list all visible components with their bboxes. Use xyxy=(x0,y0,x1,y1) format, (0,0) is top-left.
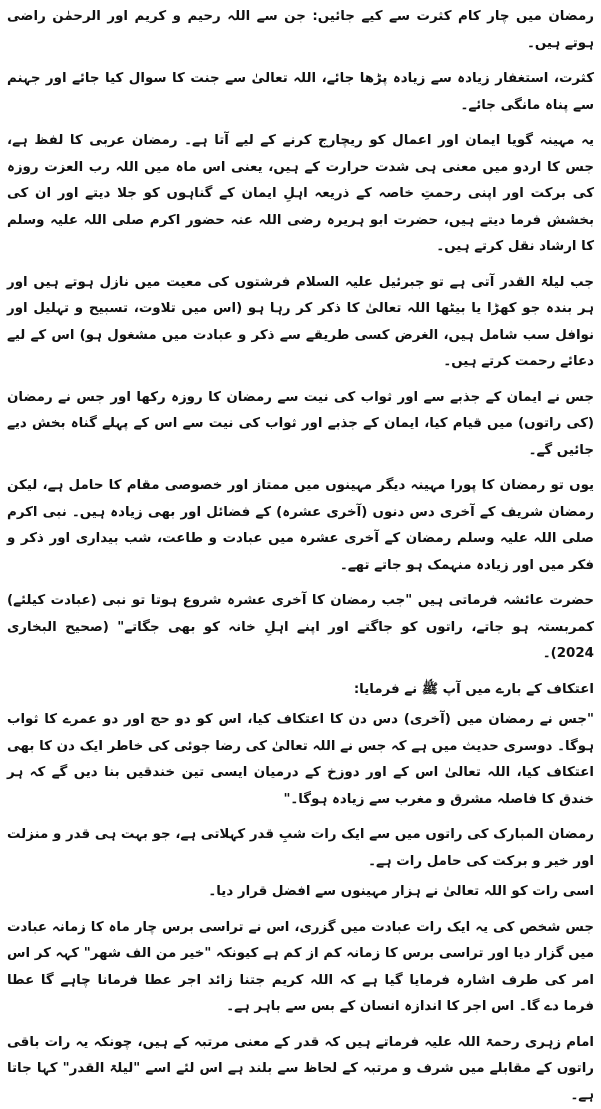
paragraph-last-ten-days: یوں تو رمضان کا پورا مہینہ دیگر مہینوں میں ممتاز اور خصوصی مقام کا حامل ہے، لیکن رمضان شریف کے آخری دس دنوں (آخری عشرہ) کے فضائل اور بھی زیادہ ہیں۔ نبی اکرم صلی اللہ علیہ وسلم رمضان کے آخری عشرہ میں عبادت و طاعت، شب بیداری اور ذکر و فکر میں اور زیادہ منہمک ہو جاتے تھے۔ xyxy=(7,473,594,579)
paragraph-fasting-forgiveness: جس نے ایمان کے جذبے سے اور ثواب کی نیت سے رمضان کا روزہ رکھا اور جس نے رمضان (کی راتوں) میں قیام کیا، ایمان کے جذبے اور ثواب کی نیت سے اس کے پہلے گناہ بخش دیے جائیں گے۔ xyxy=(7,385,594,465)
paragraph-aisha-narration: حضرت عائشہ فرماتی ہیں "جب رمضان کا آخری عشرہ شروع ہوتا تو نبی (عبادت کیلئے) کمربستہ ہو جاتے، راتوں کو جاگتے اور اپنے اہلِ خانہ کو بھی جگاتے" (صحیح البخاری 2024)۔ xyxy=(7,588,594,668)
paragraph-thousand-months: اسی رات کو اللہ تعالیٰ نے ہزار مہینوں سے افضل قرار دیا۔ xyxy=(7,879,594,906)
paragraph-itikaf-hadith: "جس نے رمضان میں (آخری) دس دن کا اعتکاف کیا، اس کو دو حج اور دو عمرے کا ثواب ہوگا۔ دوسری حدیث میں ہے کہ جس نے اللہ تعالیٰ کی رضا جوئی کی خاطر ایک دن کا بھی اعتکاف کیا، اللہ تعالیٰ اس کے اور دوزخ کے درمیان ایسی تین خندقیں بنا دیں گے کہ ہر خندق کا فاصلہ مشرق و مغرب سے زیادہ ہوگا۔" xyxy=(7,707,594,813)
paragraph-itikaf-heading: اعتکاف کے بارے میں آپ ﷺ نے فرمایا: xyxy=(7,677,594,704)
paragraph-laylat-al-qadr-angels: جب لیلۃ القدر آتی ہے تو جبرئیل علیہ السلام فرشتوں کی معیت میں نازل ہوتے ہیں اور ہر بندہ جو کھڑا یا بیٹھا اللہ تعالیٰ کا ذکر کر رہا ہو (اس میں تلاوت، تسبیح و تہلیل اور نوافل سب شامل ہیں، الغرض کسی طریقے سے ذکر و عبادت میں مشغول ہو) اس کے لیے دعائے رحمت کرتے ہیں۔ xyxy=(7,270,594,376)
paragraph-four-deeds: رمضان میں چار کام کثرت سے کیے جائیں: جن سے اللہ رحیم و کریم اور الرحمٰن راضی ہوتے ہیں۔ xyxy=(7,4,594,57)
paragraph-eighty-three-years: جس شخص کی یہ ایک رات عبادت میں گزری، اس نے تراسی برس چار ماہ کا زمانہ عبادت میں گزار دیا اور تراسی برس کا زمانہ کم از کم ہے کیونکہ "خیر من الف شھر" کہہ کر اس امر کی طرف اشارہ فرمایا گیا ہے کہ اللہ کریم جتنا زائد اجر عطا فرمانا چاہے گا عطا فرما دے گا۔ اس اجر کا اندازہ انسان کے بس سے باہر ہے۔ xyxy=(7,915,594,1021)
paragraph-ramadan-meaning: یہ مہینہ گویا ایمان اور اعمال کو ریچارج کرنے کے لیے آتا ہے۔ رمضان عربی کا لفظ ہے، جس کا اردو میں معنی ہی شدت حرارت کے ہیں، یعنی اس ماہ میں اللہ رب العزت روزہ کی برکت اور اپنی رحمتِ خاصہ کے ذریعہ اہلِ ایمان کے گناہوں کو جلا دیتے اور ان کی بخشش فرما دیتے ہیں، حضرت ابو ہریرہ رضی اللہ عنہ حضور اکرم صلی اللہ علیہ وسلم کا ارشاد نقل کرتے ہیں۔ xyxy=(7,128,594,261)
paragraph-istighfar: کثرت، استغفار زیادہ سے زیادہ پڑھا جائے، اللہ تعالیٰ سے جنت کا سوال کیا جائے اور جہنم سے پناہ مانگی جائے۔ xyxy=(7,66,594,119)
paragraph-imam-zuhri: امام زہری رحمۃ اللہ علیہ فرماتے ہیں کہ قدر کے معنی مرتبہ کے ہیں، چونکہ یہ رات باقی راتوں کے مقابلے میں شرف و مرتبہ کے لحاظ سے بلند ہے اس لئے اسے "لیلۃ القدر" کہا جاتا ہے۔ xyxy=(7,1030,594,1109)
paragraph-shab-e-qadr: رمضان المبارک کی راتوں میں سے ایک رات شبِ قدر کہلاتی ہے، جو بہت ہی قدر و منزلت اور خیر و برکت کی حامل رات ہے۔ xyxy=(7,822,594,875)
